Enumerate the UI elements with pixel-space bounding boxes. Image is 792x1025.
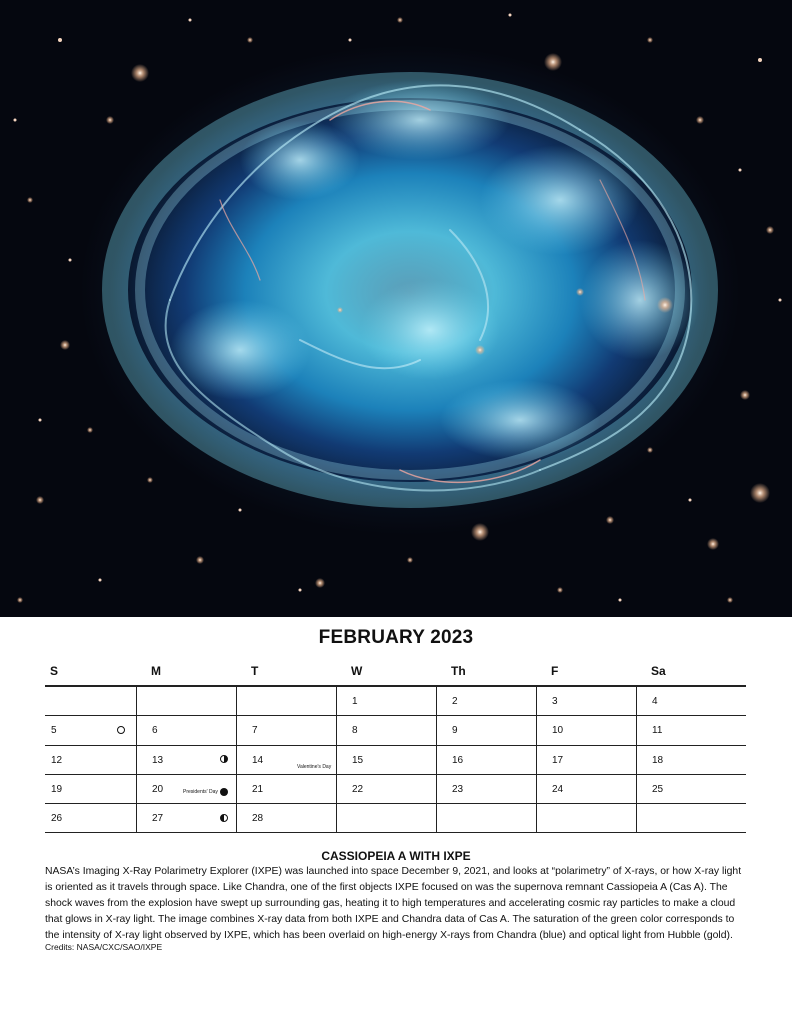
grid-column-rule xyxy=(236,686,237,833)
date-cell: 18 xyxy=(652,755,664,766)
grid-column-rule xyxy=(436,686,437,833)
date-cell: 9 xyxy=(452,725,458,736)
caption-title: CASSIOPEIA A WITH IXPE xyxy=(321,849,471,863)
date-cell: 22 xyxy=(352,784,364,795)
new-moon-icon xyxy=(220,788,228,796)
date-cell: 13 xyxy=(152,755,164,766)
date-cell: 4 xyxy=(652,696,658,707)
day-header-friday: F xyxy=(551,664,559,678)
full-moon-icon xyxy=(117,726,125,734)
date-cell: 3 xyxy=(552,696,558,707)
day-header-monday: M xyxy=(151,664,161,678)
first-quarter-moon-icon xyxy=(220,755,228,763)
grid-row-rule xyxy=(45,803,746,804)
date-cell: 8 xyxy=(352,725,358,736)
grid-row-rule xyxy=(45,774,746,775)
date-cell: 23 xyxy=(452,784,464,795)
date-cell: 12 xyxy=(51,755,63,766)
day-header-wednesday: W xyxy=(351,664,363,678)
date-cell: 1 xyxy=(352,696,358,707)
grid-row-rule xyxy=(45,715,746,716)
last-quarter-moon-icon xyxy=(220,814,228,822)
date-cell: 6 xyxy=(152,725,158,736)
day-header-tuesday: T xyxy=(251,664,259,678)
date-cell: 27 xyxy=(152,813,164,824)
date-cell: 25 xyxy=(652,784,664,795)
holiday-valentines-day: Valentine's Day xyxy=(297,764,332,770)
grid-top-rule xyxy=(45,685,746,687)
date-cell: 21 xyxy=(252,784,264,795)
date-cell: 14 xyxy=(252,755,264,766)
date-cell: 28 xyxy=(252,813,264,824)
day-header-thursday: Th xyxy=(451,664,466,678)
grid-column-rule xyxy=(336,686,337,833)
grid-bottom-rule xyxy=(45,832,746,833)
date-cell: 7 xyxy=(252,725,258,736)
date-cell: 16 xyxy=(452,755,464,766)
date-cell: 17 xyxy=(552,755,564,766)
date-cell: 26 xyxy=(51,813,63,824)
date-cell: 20 xyxy=(152,784,164,795)
day-header-saturday: Sa xyxy=(651,664,666,678)
date-cell: 5 xyxy=(51,725,57,736)
date-cell: 19 xyxy=(51,784,63,795)
grid-column-rule xyxy=(136,686,137,833)
grid-column-rule xyxy=(636,686,637,833)
grid-column-rule xyxy=(536,686,537,833)
date-cell: 11 xyxy=(652,725,663,736)
image-credits: Credits: NASA/CXC/SAO/IXPE xyxy=(45,942,163,952)
caption-body: NASA’s Imaging X-Ray Polarimetry Explorer (IXPE) was launched into space December 9, 2021, and looks at “polarimetry” of X-rays, or how X-ray light is oriented as it travels through space. Like Chandra, one of the first objects IXPE focused on was the supernova remnant Cassiopeia A (Cas A). The shock waves from the explosion have swept up surrounding gas, heating it to high temperatures and accelerating cosmic ray particles to make a cloud that glows in X-ray light. The image combines X-ray data from both IXPE and Chandra data of Cas A. The saturation of the green color corresponds to the intensity of X-ray light observed by IXPE, which has been overlaid on high-energy X-rays from Chandra (blue) and optical light from Hubble (gold). xyxy=(45,866,742,941)
calendar-title: FEBRUARY 2023 xyxy=(318,627,474,648)
holiday-presidents-day: Presidents' Day xyxy=(183,789,218,795)
date-cell: 10 xyxy=(552,725,564,736)
date-cell: 2 xyxy=(452,696,458,707)
date-cell: 24 xyxy=(552,784,564,795)
day-header-sunday: S xyxy=(50,664,59,678)
date-cell: 15 xyxy=(352,755,364,766)
grid-row-rule xyxy=(45,745,746,746)
